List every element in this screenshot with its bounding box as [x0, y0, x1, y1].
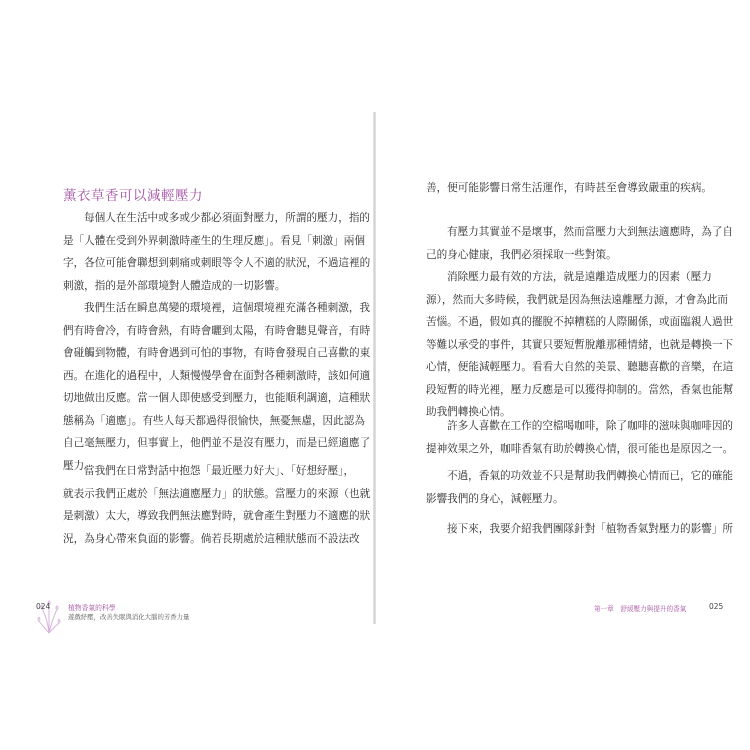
text-line: 段短暫的時光裡，壓力反應是可以獲得抑制的。當然，香氣也能幫: [426, 383, 734, 396]
text-line: 西。在進化的過程中，人類慢慢學會在面對各種刺激時，該如何適: [63, 369, 371, 382]
text-line: 壓力。: [63, 459, 95, 472]
text-line: 提神效果之外，咖啡香氣有助於轉換心情，很可能也是原因之一。: [426, 442, 734, 455]
text-line: 善，便可能影響日常生活運作，有時甚至會導致嚴重的疾病。: [426, 182, 713, 194]
text-line: 刺激，指的是外部環境對人體造成的一切影響。: [63, 279, 286, 292]
paragraph: [426, 518, 733, 541]
paragraph: [63, 460, 370, 550]
text-line: 源），然而大多時候，我們就是因為無法遠離壓力源，才會為此而: [426, 293, 728, 306]
series-title: 植物香氣的科學: [68, 604, 116, 612]
page-number: 024: [36, 602, 51, 611]
chapter-label: 第一章 舒緩壓力與提升的香氣: [594, 605, 687, 613]
paragraph: [426, 465, 733, 510]
text-line: 們有時會冷，有時會熱，有時會曬到太陽，有時會聽見聲音，有時: [63, 324, 371, 337]
paragraph: [426, 177, 712, 200]
book-subtitle: 遊戲紓壓，改善失眠與消化大腦的芳香力量: [68, 613, 190, 621]
text-line: 切地做出反應。當一個人即使感受到壓力，也能順利調適，這種狀: [63, 392, 371, 404]
text-line: 己的身心健康，我們必須採取一些對策。: [426, 248, 617, 261]
text-line: 等難以承受的事件，其實只要短暫脫離那種情緒，也就是轉換一下: [426, 338, 734, 351]
text-line: 接下來，我要介紹我們團隊針對「植物香氣對壓力的影響」所: [447, 523, 734, 535]
paragraph: [63, 207, 370, 297]
section-title: 薰衣草香可以減輕壓力: [63, 188, 203, 204]
text-line: 苦惱。不過，假如真的擺脫不掉糟糕的人際關係，或面臨親人過世: [426, 316, 734, 328]
text-line: 會碰觸到物體，有時會遇到可怕的事物，有時會發現自己喜歡的東: [63, 347, 371, 359]
text-line: 心情，便能減輕壓力。看看大自然的美景、聽聽喜歡的音樂，在這: [426, 361, 734, 373]
text-line: 許多人喜歡在工作的空檔喝咖啡，除了咖啡的滋味與咖啡因的: [447, 420, 734, 432]
text-line: 字，各位可能會聯想到刺痛或刺眼等令人不適的狀況，不過這裡的: [63, 257, 371, 269]
right-page: [376, 0, 750, 750]
text-line: 是「人體在受到外界刺激時產生的生理反應」。看見「刺激」兩個: [63, 234, 365, 247]
text-line: 況，為身心帶來負面的影響。倘若長期處於這種狀態而不設法改: [63, 532, 360, 545]
text-line: 每個人在生活中或多或少都必須面對壓力，所謂的壓力，指的: [84, 212, 371, 224]
text-line: 有壓力其實並不是壞事，然而當壓力大到無法適應時，為了自: [447, 226, 734, 238]
text-line: 當我們在日常對話中抱怨「最近壓力好大」、「好想紓壓」，: [84, 465, 355, 477]
text-line: 助我們轉換心情。: [426, 406, 511, 418]
text-line: 消除壓力最有效的方法，就是遠離造成壓力的因素（壓力: [447, 271, 712, 283]
paragraph: [63, 297, 370, 477]
text-line: 不過，香氣的功效並不只是幫助我們轉換心情而已，它的確能: [447, 470, 734, 482]
text-line: 就表示我們正處於「無法適應壓力」的狀態。當壓力的來源（也就: [63, 487, 371, 500]
page-number: 025: [709, 602, 724, 611]
text-line: 影響我們的身心，減輕壓力。: [426, 492, 564, 505]
text-line: 自己毫無壓力，但事實上，他們並不是沒有壓力，而是已經適應了: [63, 437, 371, 449]
text-line: 是刺激）太大，導致我們無法應對時，就會產生對壓力不適應的狀: [63, 510, 371, 522]
left-page: [0, 0, 373, 750]
text-line: 態稱為「適應」。有些人每天都過得很愉快，無憂無慮，因此認為: [63, 414, 365, 427]
paragraph: [426, 221, 733, 266]
paragraph: [426, 266, 733, 424]
text-line: 我們生活在瞬息萬變的環境裡，這個環境裡充滿各種刺激，我: [84, 302, 371, 314]
paragraph: [426, 415, 733, 460]
